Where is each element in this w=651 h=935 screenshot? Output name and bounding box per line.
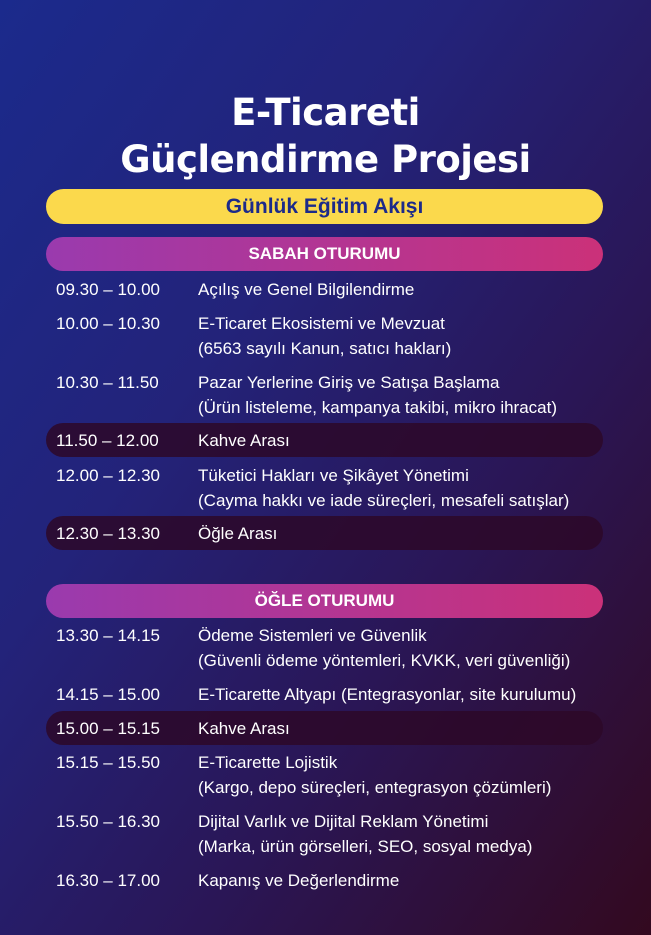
row-note: (Güvenli ödeme yöntemleri, KVKK, veri güvenliği): [198, 651, 571, 670]
row-time: 15.15 – 15.50: [56, 753, 160, 772]
row-title: E-Ticarette Altyapı (Entegrasyonlar, site kurulumu): [198, 685, 577, 704]
row-title: Öğle Arası: [198, 524, 278, 543]
row-time: 14.15 – 15.00: [56, 685, 160, 704]
row-title: Pazar Yerlerine Giriş ve Satışa Başlama: [198, 373, 500, 392]
row-note: (Marka, ürün görselleri, SEO, sosyal medya): [198, 837, 533, 856]
row-title: Kapanış ve Değerlendirme: [198, 871, 400, 890]
page-title-line-2: Güçlendirme Projesi: [120, 138, 531, 181]
row-note: (Ürün listeleme, kampanya takibi, mikro ihracat): [198, 398, 558, 417]
row-note: (Cayma hakkı ve iade süreçleri, mesafeli satışlar): [198, 491, 570, 510]
row-time: 13.30 – 14.15: [56, 626, 160, 645]
row-note: (Kargo, depo süreçleri, entegrasyon çözümleri): [198, 778, 552, 797]
row-title: Ödeme Sistemleri ve Güvenlik: [198, 626, 427, 645]
row-title: Tüketici Hakları ve Şikâyet Yönetimi: [198, 466, 469, 485]
schedule-subtitle-banner: Günlük Eğitim Akışı: [46, 189, 603, 224]
afternoon-session-heading: ÖĞLE OTURUMU: [46, 584, 603, 618]
row-title: Dijital Varlık ve Dijital Reklam Yönetimi: [198, 812, 489, 831]
row-title: Kahve Arası: [198, 719, 290, 738]
row-time: 09.30 – 10.00: [56, 280, 160, 299]
row-time: 16.30 – 17.00: [56, 871, 160, 890]
row-time: 10.00 – 10.30: [56, 314, 160, 333]
page-title-line-1: E-Ticareti: [231, 91, 420, 134]
row-time: 10.30 – 11.50: [56, 373, 159, 392]
row-note: (6563 sayılı Kanun, satıcı hakları): [198, 339, 452, 358]
row-time: 12.00 – 12.30: [56, 466, 160, 485]
row-title: Kahve Arası: [198, 431, 290, 450]
row-title: E-Ticarette Lojistik: [198, 753, 338, 772]
morning-session-heading: SABAH OTURUMU: [46, 237, 603, 271]
row-time: 15.00 – 15.15: [56, 719, 160, 738]
row-title: Açılış ve Genel Bilgilendirme: [198, 280, 415, 299]
row-time: 12.30 – 13.30: [56, 524, 160, 543]
row-time: 15.50 – 16.30: [56, 812, 160, 831]
row-time: 11.50 – 12.00: [56, 431, 159, 450]
row-title: E-Ticaret Ekosistemi ve Mevzuat: [198, 314, 445, 333]
